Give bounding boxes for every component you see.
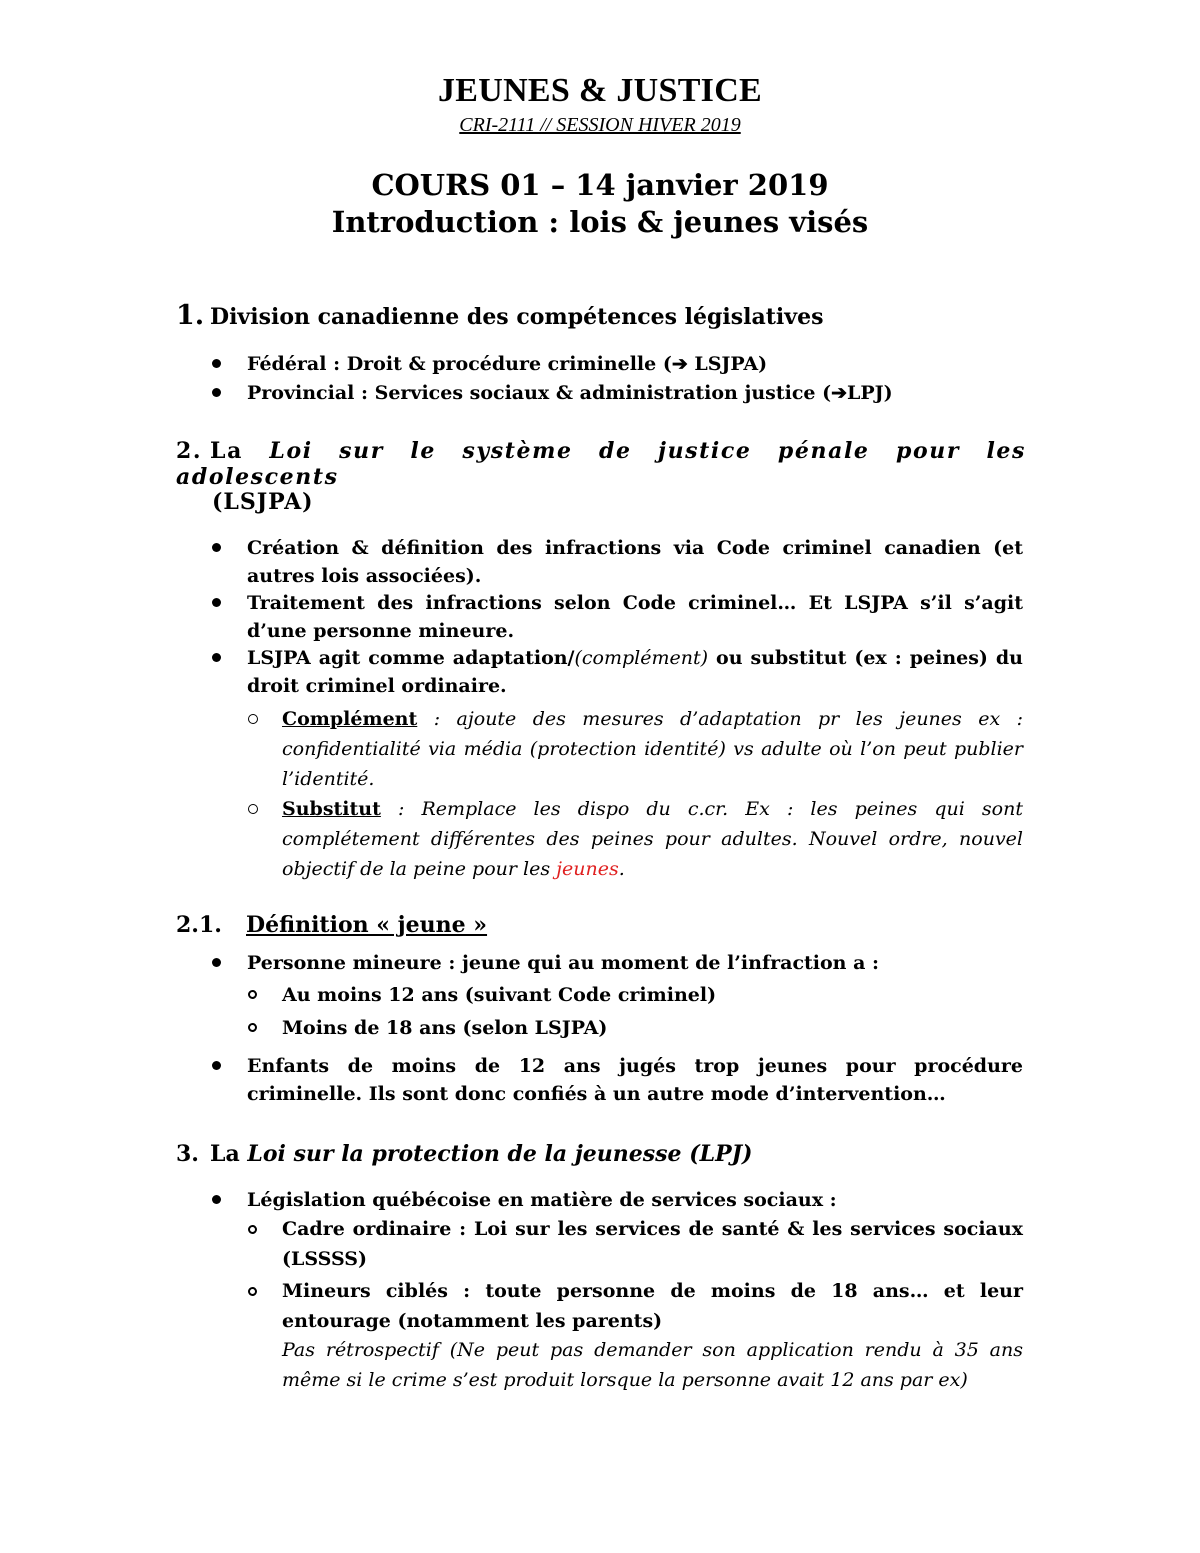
section-2-acronym: (LSJPA) bbox=[212, 489, 314, 515]
section-2-1-heading bbox=[176, 912, 487, 938]
list-item: Création & définition des infractions via Code criminel canadien (et autres lois associées). bbox=[247, 537, 1023, 587]
list-item: Législation québécoise en matière de services sociaux : bbox=[247, 1189, 837, 1211]
bullet-icon bbox=[212, 1061, 221, 1070]
section-number: 2.1. bbox=[176, 912, 222, 938]
list-item: Traitement des infractions selon Code criminel… Et LSJPA s’il s’agit d’une personne mineure. bbox=[247, 592, 1023, 642]
circle-bullet-icon bbox=[248, 990, 257, 999]
item-text: ou substitut (ex : peines) du droit criminel ordinaire. bbox=[247, 647, 1023, 697]
sub-list-item bbox=[282, 704, 1023, 794]
section-title-prefix: La bbox=[210, 438, 243, 464]
sub-list-item: Cadre ordinaire : Loi sur les services de santé & les services sociaux (LSSSS) bbox=[282, 1218, 1023, 1270]
sub-list-item: Moins de 18 ans (selon LSJPA) bbox=[282, 1017, 608, 1039]
section-1-heading bbox=[176, 300, 1026, 332]
bullet-icon bbox=[212, 958, 221, 967]
item-text: LSJPA agit comme adaptation/ bbox=[247, 647, 575, 669]
section-3-heading bbox=[176, 1141, 1026, 1167]
item-text-italic: (complément) bbox=[574, 647, 709, 669]
term-label: Complément bbox=[282, 708, 418, 730]
sub-list-item: Au moins 12 ans (suivant Code criminel) bbox=[282, 984, 717, 1006]
term-text: : Remplace les dispo du c.cr. Ex : les peines qui sont complétement différentes des peines pour adultes. Nouvel ordre, nouvel objectif de la peine pour les bbox=[282, 798, 1023, 880]
section-title: Définition « jeune » bbox=[246, 912, 488, 938]
term-label: Substitut bbox=[282, 798, 381, 820]
circle-bullet-icon bbox=[248, 714, 258, 724]
bullet-icon bbox=[212, 598, 221, 607]
bullet-icon bbox=[212, 653, 221, 662]
bullet-icon bbox=[212, 388, 221, 397]
document-title: JEUNES & JUSTICE bbox=[437, 72, 763, 109]
list-item: Enfants de moins de 12 ans jugés trop jeunes pour procédure criminelle. Ils sont donc confiés à un autre mode d’intervention… bbox=[247, 1055, 1023, 1105]
list-item: Provincial : Services sociaux & administration justice (➔LPJ) bbox=[247, 382, 893, 404]
section-number: 3. bbox=[176, 1141, 199, 1167]
section-title-prefix: La bbox=[210, 1141, 240, 1167]
circle-bullet-icon bbox=[248, 1023, 257, 1032]
bullet-icon bbox=[212, 1195, 221, 1204]
bullet-icon bbox=[212, 359, 221, 368]
list-item: Fédéral : Droit & procédure criminelle (➔ LSJPA) bbox=[247, 353, 768, 375]
list-item: Personne mineure : jeune qui au moment de l’infraction a : bbox=[247, 952, 880, 974]
section-number: 1. bbox=[176, 300, 205, 331]
section-title-law: Loi sur le système de justice pénale pour les adolescents bbox=[176, 438, 1026, 491]
section-2-heading bbox=[176, 438, 1026, 491]
term-text-end: . bbox=[618, 858, 625, 880]
sub-list-item bbox=[282, 794, 1023, 884]
section-number: 2. bbox=[176, 438, 203, 464]
section-title-law: Loi sur la protection de la jeunesse (LPJ) bbox=[247, 1141, 753, 1167]
section-title: Division canadienne des compétences législatives bbox=[210, 304, 824, 330]
highlighted-word: jeunes bbox=[556, 858, 619, 880]
circle-bullet-icon bbox=[248, 804, 258, 814]
course-heading: COURS 01 – 14 janvier 2019 bbox=[371, 168, 829, 202]
course-subheading: Introduction : lois & jeunes visés bbox=[331, 205, 869, 239]
document-subtitle: CRI-2111 // SESSION HIVER 2019 bbox=[459, 114, 741, 136]
list-item bbox=[247, 644, 1023, 700]
circle-bullet-icon bbox=[248, 1225, 257, 1234]
bullet-icon bbox=[212, 543, 221, 552]
sub-list-note: Pas rétrospectif (Ne peut pas demander son application rendu à 35 ans même si le crime s’est produit lorsque la personne avait 12 ans par ex) bbox=[282, 1339, 1023, 1391]
circle-bullet-icon bbox=[248, 1287, 257, 1296]
term-text: : ajoute des mesures d’adaptation pr les jeunes ex : confidentialité via média (protection identité) vs adulte où l’on peut publier l’identité. bbox=[282, 708, 1023, 790]
sub-list-item: Mineurs ciblés : toute personne de moins de 18 ans… et leur entourage (notamment les parents) bbox=[282, 1280, 1023, 1332]
